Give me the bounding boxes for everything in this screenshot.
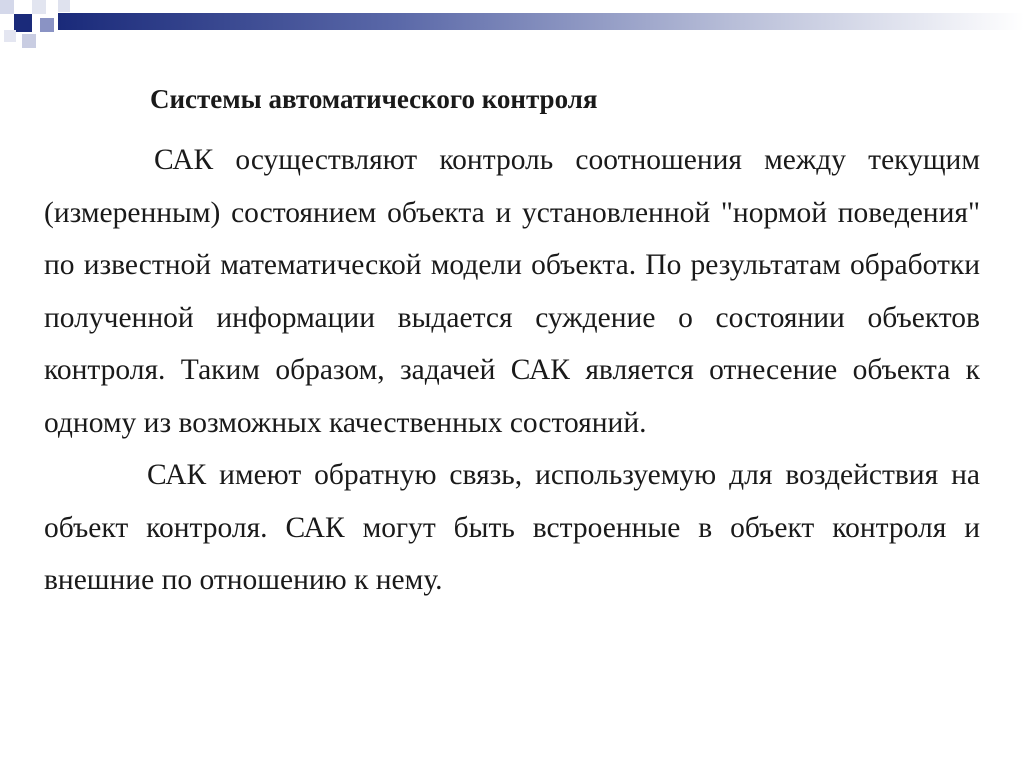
- body-paragraph: САК осуществляют контроль соотношения между текущим (измеренным) состоянием объекта и установленной "нормой поведения" по известной математической модели объекта. По результатам обработки полученной информации выдается суждение о состоянии объектов контроля. Таким образом, задачей САК является отнесение объекта к одному из возможных качественных состояний.: [44, 144, 980, 439]
- decor-square-light: [32, 0, 46, 14]
- decor-square-dark: [14, 14, 32, 32]
- decor-square-light: [22, 34, 36, 48]
- header-gradient-bar: [58, 13, 1024, 30]
- slide-body: [44, 134, 980, 607]
- slide-title: Системы автоматического контроля: [150, 84, 598, 114]
- decor-square-light: [0, 0, 14, 14]
- body-paragraph: САК имеют обратную связь, используемую для воздействия на объект контроля. САК могут быть встроенные в объект контроля и внешние по отношению к нему.: [44, 459, 980, 596]
- header-decoration: [0, 0, 1024, 60]
- decor-square-light: [4, 30, 16, 42]
- decor-square-light: [58, 0, 70, 12]
- decor-square-mid: [40, 18, 54, 32]
